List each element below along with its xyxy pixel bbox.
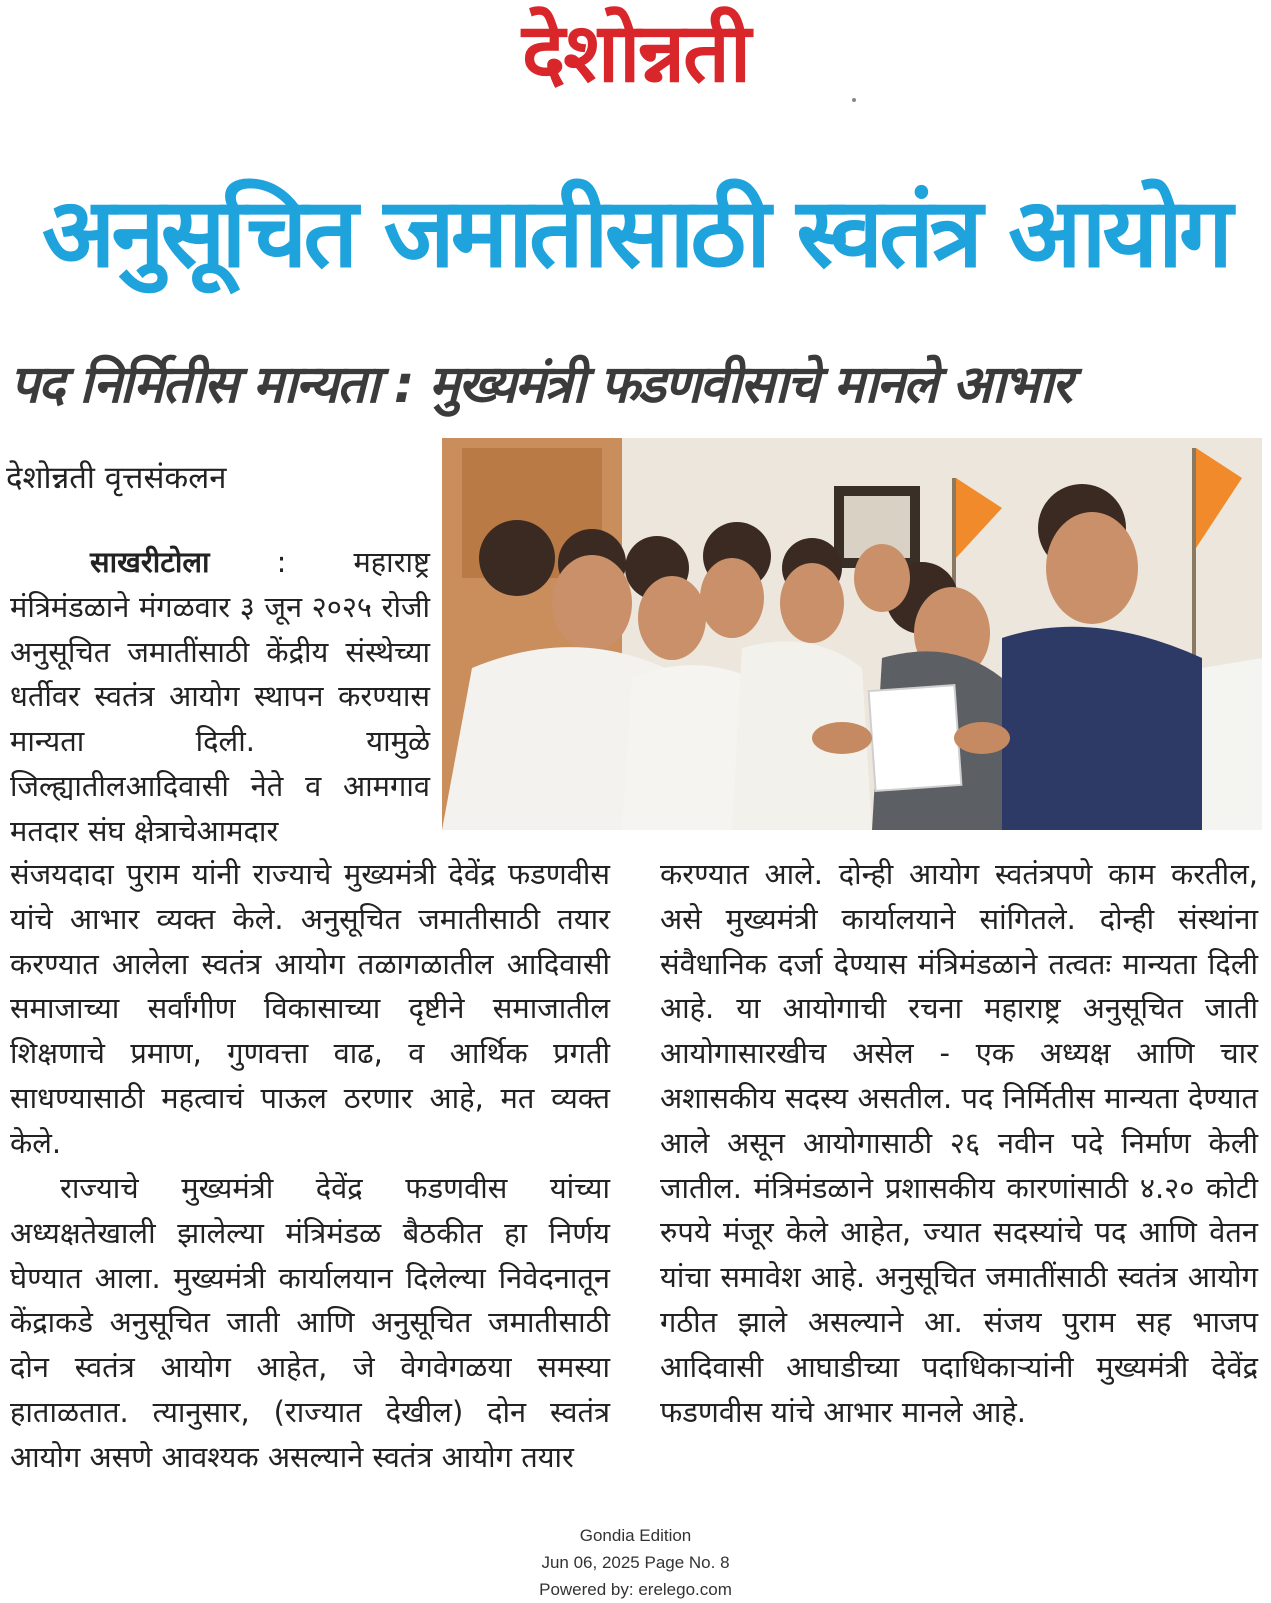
masthead — [0, 0, 1271, 120]
footer — [0, 1522, 1271, 1603]
article-paragraph-3: राज्याचे मुख्यमंत्री देवेंद्र फडणवीस यांच्या अध्यक्षतेखाली झालेल्या मंत्रिमंडळ बैठकीत हा निर्णय घेण्यात आला. मुख्यमंत्री कार्यालयान दिलेल्या निवेदनातून केंद्राकडे अनुसूचित जाती आणि अनुसूचित जमातीसाठी दोन स्वतंत्र आयोग आहेत, जे वेगवेगळया समस्या हाताळतात. त्यानुसार, (राज्यात देखील) दोन स्वतंत्र आयोग असणे आवश्यक असल्याने स्वतंत्र आयोग तयार — [10, 1171, 610, 1474]
photo-illustration — [442, 438, 1262, 830]
news-photo — [442, 438, 1262, 830]
article-paragraph-2: संजयदादा पुराम यांनी राज्याचे मुख्यमंत्री देवेंद्र फडणवीस यांचे आभार व्यक्त केले. अनुसूचित जमातीसाठी तयार करण्यात आलेला स्वतंत्र आयोग तळागळातील आदिवासी समाजाच्या सर्वांगीण विकासाच्या दृष्टीने समाजातील शिक्षणाचे प्रमाण, गुणवत्ता वाढ, व आर्थिक प्रगती साधण्यासाठी महत्वाचं पाऊल ठरणार आहे, मत व्यक्त केले. — [10, 857, 610, 1160]
date-page-label: Jun 06, 2025 Page No. 8 — [541, 1553, 730, 1572]
article-paragraph-4: करण्यात आले. दोन्ही आयोग स्वतंत्रपणे काम करतील, असे मुख्यमंत्री कार्यालयाने सांगितले. दोन्ही संस्थांना संवैधानिक दर्जा देण्यास मंत्रिमंडळाने तत्वतः मान्यता दिली आहे. या आयोगाची रचना महाराष्ट्र अनुसूचित जाती आयोगासारखीच असेल - एक अध्यक्ष आणि चार अशासकीय सदस्य असतील. पद निर्मितीस मान्यता देण्यात आले असून आयोगासाठी २६ नवीन पदे निर्माण केली जातील. मंत्रिमंडळाने प्रशासकीय कारणांसाठी ४.२० कोटी रुपये मंजूर केले आहेत, ज्यात सदस्यांचे पद आणि वेतन यांचा समावेश आहे. अनुसूचित जमातींसाठी स्वतंत्र आयोग गठीत झाले असल्याने आ. संजय पुराम सह भाजप आदिवासी आघाडीच्या पदाधिकाऱ्यांनी मुख्यमंत्री देवेंद्र फडणवीस यांचे आभार मानले आहे. — [660, 857, 1258, 1429]
edition-label: Gondia Edition — [579, 1526, 692, 1545]
powered-by-link[interactable]: Powered by: erelego.com — [539, 1580, 732, 1599]
dateline: साखरीटोला — [90, 545, 210, 579]
decorative-dot — [852, 98, 856, 102]
article-paragraph-1 — [10, 540, 430, 854]
paragraph-1-text: महाराष्ट्र मंत्रिमंडळाने मंगळवार ३ जून २०२५ रोजी अनुसूचित जमातींसाठी केंद्रीय संस्थेच्या धर्तीवर स्वतंत्र आयोग स्थापन करण्यास मान्यता दिली. यामुळे जिल्ह्यातीलआदिवासी नेते व आमगाव मतदार संघ क्षेत्राचेआमदार — [10, 545, 430, 848]
headline: अनुसूचित जमातीसाठी स्वतंत्र आयोग — [42, 177, 1229, 289]
subheadline: पद निर्मितीस मान्यता : मुख्यमंत्री फडणवीसाचे मानले आभार — [10, 355, 1071, 415]
byline: देशोन्नती वृत्तसंकलन — [6, 460, 227, 496]
newspaper-logo: देशोन्नती — [521, 6, 750, 101]
dateline-separator: : — [209, 545, 354, 579]
